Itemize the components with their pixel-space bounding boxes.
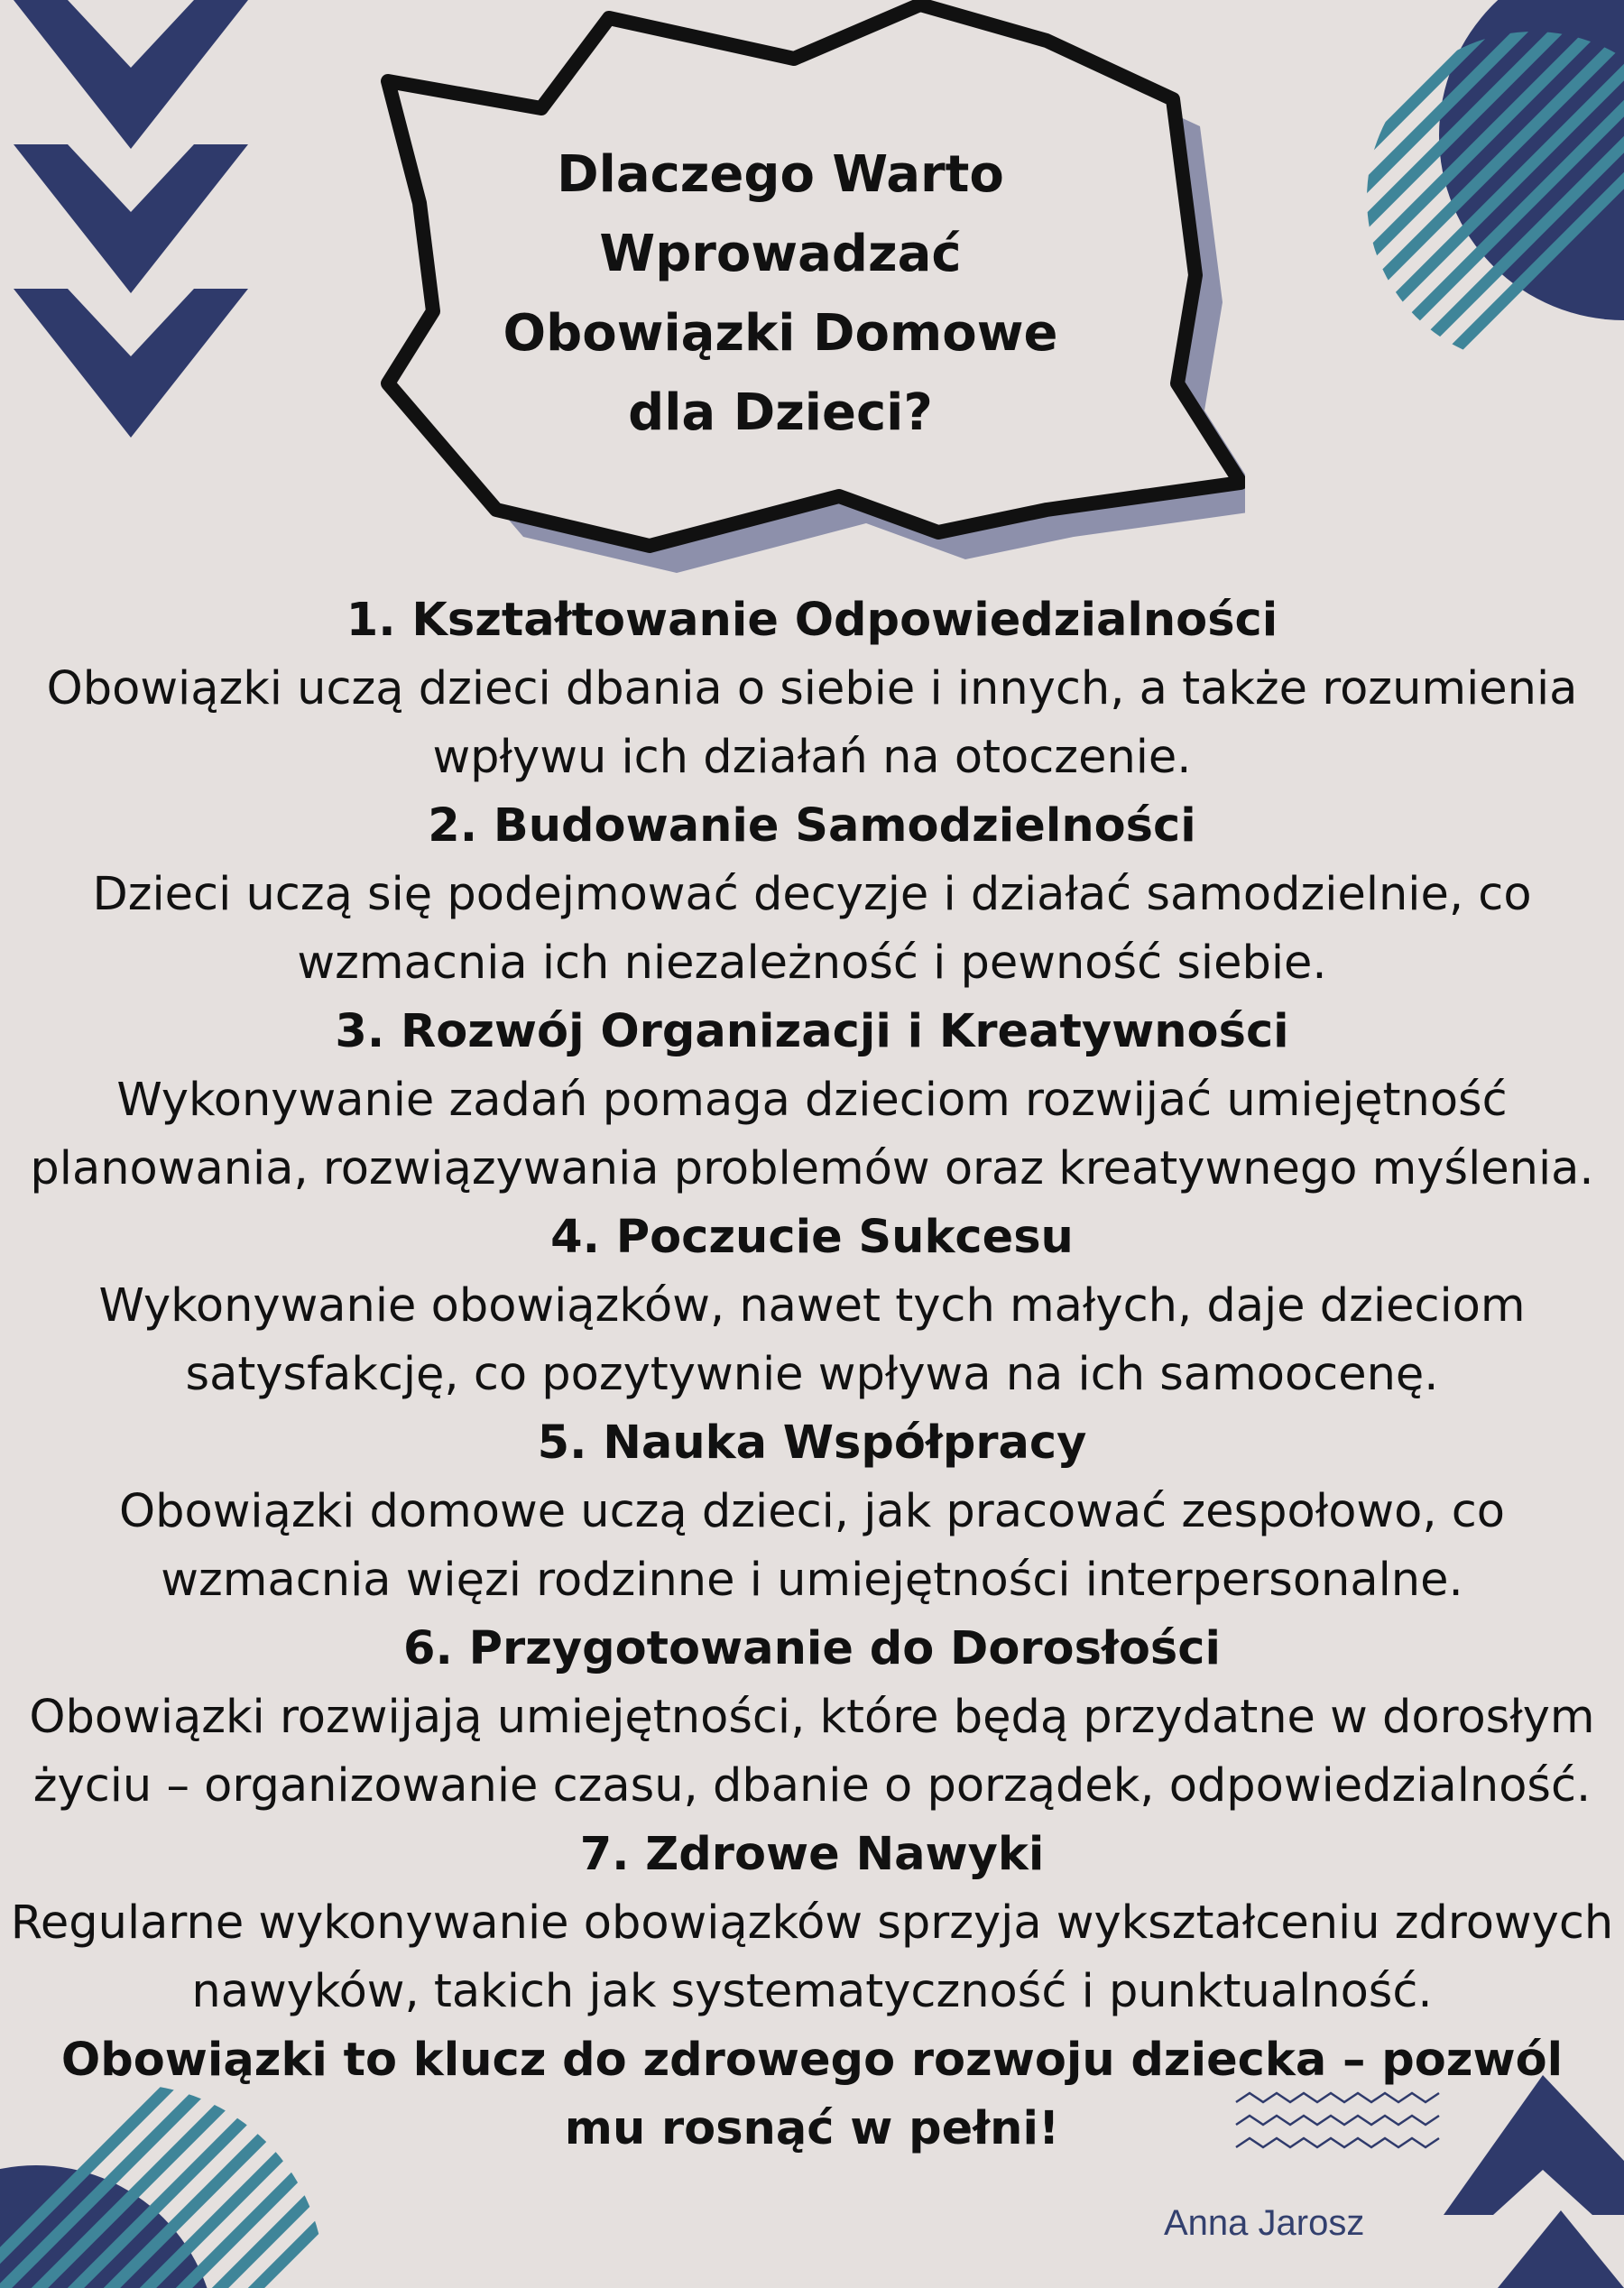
zigzag-decoration	[1232, 2089, 1448, 2161]
closing-statement: Obowiązki to klucz do zdrowego rozwoju dziecka – pozwól mu rosnąć w pełni!	[60, 2034, 1564, 2155]
striped-circle-decoration	[1299, 0, 1624, 397]
striped-circle-decoration	[0, 2075, 343, 2288]
list-item	[0, 1409, 1624, 1615]
list-item	[0, 998, 1624, 1204]
list-item	[0, 1615, 1624, 1821]
chevron-down-icon	[14, 0, 248, 149]
chevron-down-icons	[0, 0, 271, 451]
chevron-down-icon	[14, 144, 248, 293]
item-description: Regularne wykonywanie obowiązków sprzyja wykształceniu zdrowych nawyków, takich jak systematyczność i punktualność.	[10, 1896, 1614, 2018]
item-title: 5. Nauka Współpracy	[537, 1416, 1087, 1470]
list-item	[0, 586, 1624, 792]
list-item	[0, 1204, 1624, 1409]
item-description: Obowiązki domowe uczą dzieci, jak pracować zespołowo, co wzmacnia więzi rodzinne i umiejętności interpersonalne.	[118, 1485, 1505, 1607]
item-title: 1. Kształtowanie Odpowiedzialności	[346, 594, 1278, 647]
item-title: 2. Budowanie Samodzielności	[428, 799, 1196, 853]
page-title: Dlaczego Warto Wprowadzać Obowiązki Domowe dla Dzieci?	[503, 145, 1058, 442]
item-title: 6. Przygotowanie do Dorosłości	[403, 1622, 1221, 1675]
chevron-up-icon	[1444, 2075, 1624, 2215]
item-title: 3. Rozwój Organizacji i Kreatywności	[335, 1005, 1289, 1058]
item-description: Obowiązki rozwijają umiejętności, które będą przydatne w dorosłym życiu – organizowanie czasu, dbanie o porządek, odpowiedzialność.	[29, 1691, 1595, 1813]
list-item	[0, 792, 1624, 998]
item-title: 7. Zdrowe Nawyki	[579, 1828, 1045, 1881]
chevron-up-icons	[1444, 2066, 1624, 2288]
list-item	[0, 1821, 1624, 2026]
item-description: Obowiązki uczą dzieci dbania o siebie i innych, a także rozumienia wpływu ich działań na otoczenie.	[46, 662, 1578, 784]
chevron-up-icon	[1498, 2210, 1624, 2288]
item-description: Wykonywanie zadań pomaga dzieciom rozwijać umiejętność planowania, rozwiązywania problemów oraz kreatywnego myślenia.	[30, 1074, 1594, 1195]
author-name: Anna Jarosz	[1164, 2203, 1365, 2243]
chevron-down-icon	[14, 289, 248, 438]
content-list	[0, 586, 1624, 2163]
item-title: 4. Poczucie Sukcesu	[550, 1211, 1074, 1264]
item-description: Dzieci uczą się podejmować decyzje i działać samodzielnie, co wzmacnia ich niezależność i pewność siebie.	[92, 868, 1532, 990]
item-description: Wykonywanie obowiązków, nawet tych małych, daje dzieciom satysfakcję, co pozytywnie wpływa na ich samoocenę.	[98, 1279, 1526, 1401]
